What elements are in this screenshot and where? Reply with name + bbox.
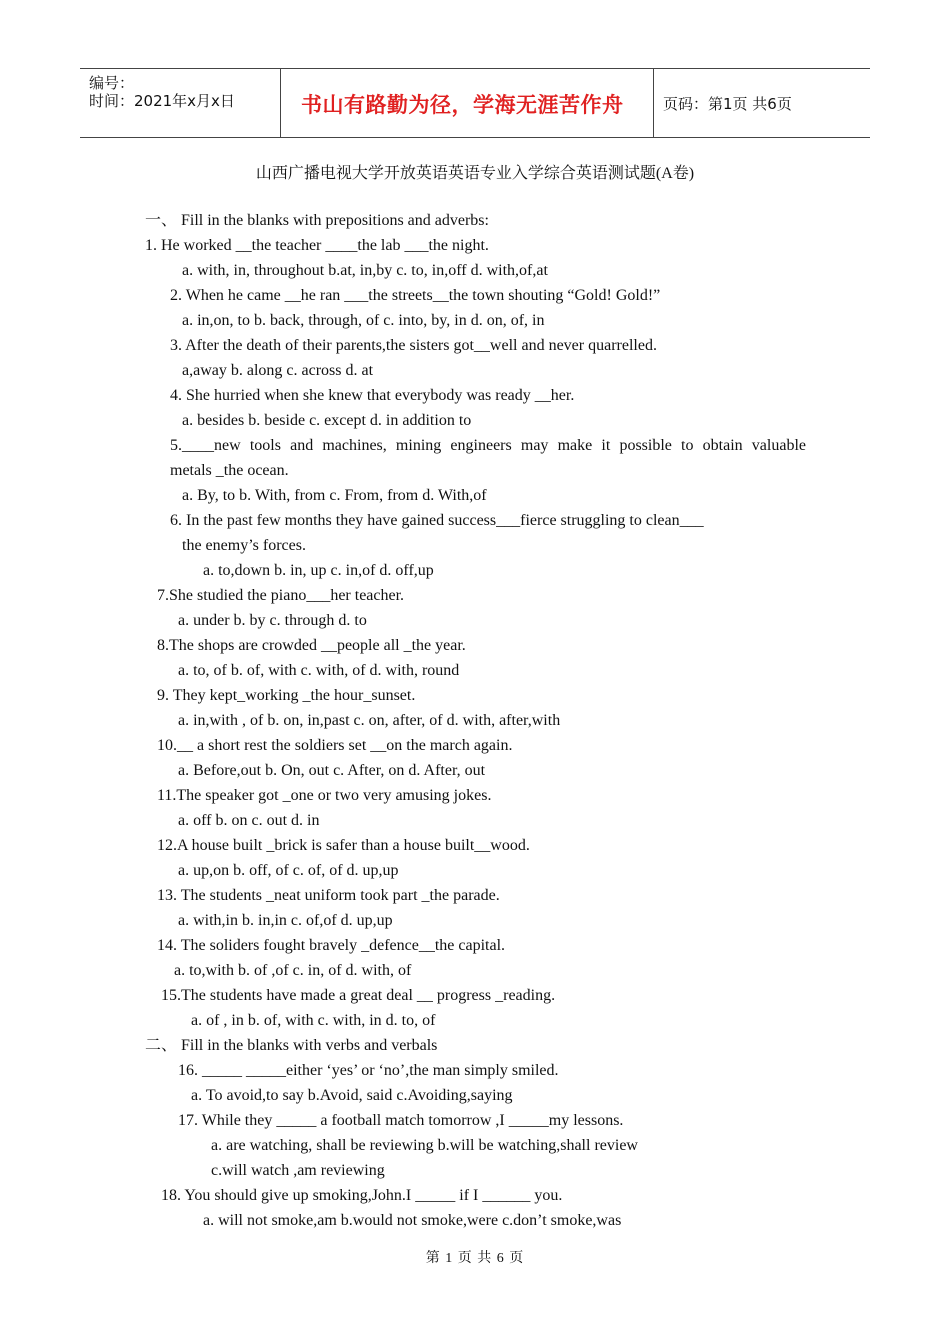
header-page-cell [654,69,870,137]
question-text: 15.The students have made a great deal __ progress _reading. [161,987,556,1004]
question-text: 11.The speaker got _one or two very amusing jokes. [157,787,492,804]
section-heading: 一、 Fill in the blanks with prepositions and adverbs: [145,212,489,229]
question-text: 3. After the death of their parents,the sisters got__well and never quarrelled. [170,337,657,354]
page-header [80,68,870,138]
question-text: 16. _____ _____either ‘yes’ or ‘no’,the man simply smiled. [178,1062,559,1079]
header-page-info: 页码：第1页 共6页 [663,95,792,113]
question-text: 4. She hurried when she knew that everybody was ready __her. [170,387,575,404]
question-text: 12.A house built _brick is safer than a house built__wood. [157,837,530,854]
answer-options: a. are watching, shall be reviewing b.will be watching,shall review [211,1137,638,1154]
page-footer: 第 1 页 共 6 页 [425,1251,525,1266]
question-text: 14. The soliders fought bravely _defence__the capital. [157,937,506,954]
question-text: the enemy’s forces. [182,537,306,554]
answer-options: a. in,with , of b. on, in,past c. on, after, of d. with, after,with [178,712,561,729]
answer-options: a. will not smoke,am b.would not smoke,were c.don’t smoke,was [203,1212,622,1229]
answer-options: a. besides b. beside c. except d. in addition to [182,412,472,429]
question-text: 13. The students _neat uniform took part _the parade. [157,887,500,904]
answer-options: a. of , in b. of, with c. with, in d. to, of [191,1012,436,1029]
question-text: 6. In the past few months they have gained success___fierce struggling to clean___ [170,512,704,529]
question-text: 5.____new tools and machines, mining engineers may make it possible to obtain valuable [170,437,806,454]
question-text: 17. While they _____ a football match tomorrow ,I _____my lessons. [178,1112,624,1129]
document-title: 山西广播电视大学开放英语英语专业入学综合英语测试题(A卷) [255,165,695,182]
question-text: 7.She studied the piano___her teacher. [157,587,405,604]
answer-options: a. To avoid,to say b.Avoid, said c.Avoiding,saying [191,1087,513,1104]
document-number-label: 编号： [89,74,135,92]
answer-options: a. to,with b. of ,of c. in, of d. with, of [174,962,412,979]
question-text: 10.__ a short rest the soldiers set __on the march again. [157,737,513,754]
question-text: metals _the ocean. [170,462,289,479]
answer-options: a. to, of b. of, with c. with, of d. with, round [178,662,460,679]
answer-options: a,away b. along c. across d. at [182,362,374,379]
question-text: 18. You should give up smoking,John.I _____ if I ______ you. [161,1187,563,1204]
answer-options: c.will watch ,am reviewing [211,1162,385,1179]
answer-options: a. off b. on c. out d. in [178,812,320,829]
answer-options: a. By, to b. With, from c. From, from d. With,of [182,487,487,504]
answer-options: a. up,on b. off, of c. of, of d. up,up [178,862,399,879]
header-motto-cell [281,69,654,137]
answer-options: a. with, in, throughout b.at, in,by c. to, in,off d. with,of,at [182,262,548,279]
answer-options: a. under b. by c. through d. to [178,612,367,629]
answer-options: a. to,down b. in, up c. in,of d. off,up [203,562,434,579]
question-text: 2. When he came __he ran ___the streets__the town shouting “Gold! Gold!” [170,287,661,304]
answer-options: a. in,on, to b. back, through, of c. into, by, in d. on, of, in [182,312,545,329]
answer-options: a. Before,out b. On, out c. After, on d. After, out [178,762,486,779]
motto-text: 书山有路勤为径，学海无涯苦作舟 [301,93,624,117]
question-text: 8.The shops are crowded __people all _the year. [157,637,466,654]
question-text: 9. They kept_working _the hour_sunset. [157,687,416,704]
section-heading: 二、 Fill in the blanks with verbs and verbals [145,1037,438,1054]
answer-options: a. with,in b. in,in c. of,of d. up,up [178,912,393,929]
question-text: 1. He worked __the teacher ____the lab ___the night. [145,237,489,254]
document-date-label: 时间：2021年x月x日 [89,92,235,110]
header-meta-cell [80,69,281,137]
